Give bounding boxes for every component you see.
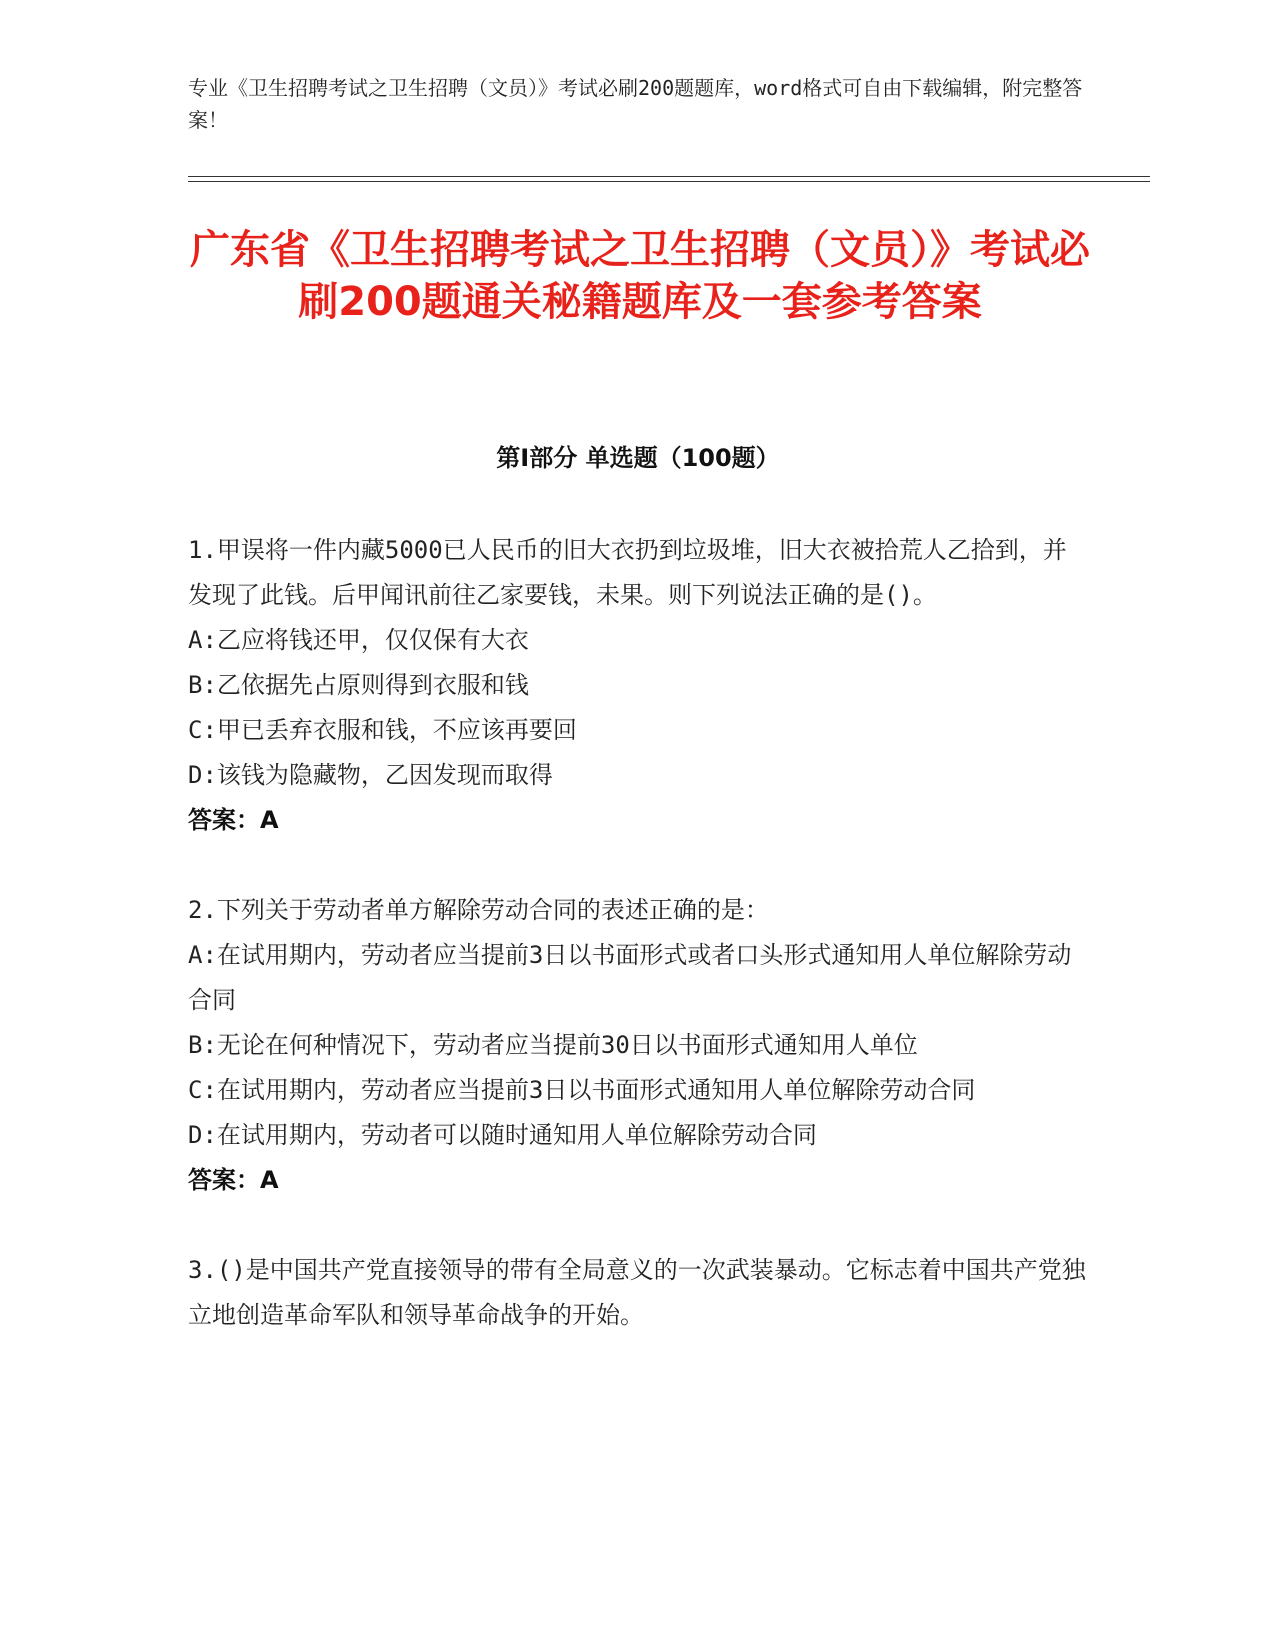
option-b: B:无论在何种情况下，劳动者应当提前30日以书面形式通知用人单位	[188, 1031, 918, 1059]
option-a: A:乙应将钱还甲，仅仅保有大衣	[188, 626, 529, 654]
option-d: D:在试用期内，劳动者可以随时通知用人单位解除劳动合同	[188, 1121, 817, 1149]
header-divider	[188, 176, 1150, 177]
question-stem: 2.下列关于劳动者单方解除劳动合同的表述正确的是：	[188, 896, 769, 924]
question-list	[188, 528, 1088, 1383]
question-answer: 答案：A	[188, 1166, 279, 1194]
question-3	[188, 1248, 1088, 1338]
question-stem: 3.()是中国共产党直接领导的带有全局意义的一次武装暴动。它标志着中国共产党独立地创造革命军队和领导革命战争的开始。	[188, 1256, 1086, 1329]
header-divider-secondary	[188, 181, 1150, 182]
question-1	[188, 528, 1088, 843]
option-d: D:该钱为隐藏物，乙因发现而取得	[188, 761, 553, 789]
option-c: C:在试用期内，劳动者应当提前3日以书面形式通知用人单位解除劳动合同	[188, 1076, 976, 1104]
option-b: B:乙依据先占原则得到衣服和钱	[188, 671, 529, 699]
option-c: C:甲已丢弃衣服和钱，不应该再要回	[188, 716, 577, 744]
option-a: A:在试用期内，劳动者应当提前3日以书面形式或者口头形式通知用人单位解除劳动合同	[188, 941, 1072, 1014]
question-2	[188, 888, 1088, 1203]
header-note: 专业《卫生招聘考试之卫生招聘（文员）》考试必刷200题题库，word格式可自由下载编辑，附完整答案！	[188, 76, 1083, 132]
question-stem: 1.甲误将一件内藏5000已人民币的旧大衣扔到垃圾堆，旧大衣被拾荒人乙拾到，并发现了此钱。后甲闻讯前往乙家要钱，未果。则下列说法正确的是()。	[188, 536, 1067, 609]
section-title: 第Ⅰ部分 单选题（100题）	[496, 444, 780, 472]
question-answer: 答案：A	[188, 806, 279, 834]
document-title: 广东省《卫生招聘考试之卫生招聘（文员）》考试必刷200题通关秘籍题库及一套参考答案	[190, 227, 1090, 325]
